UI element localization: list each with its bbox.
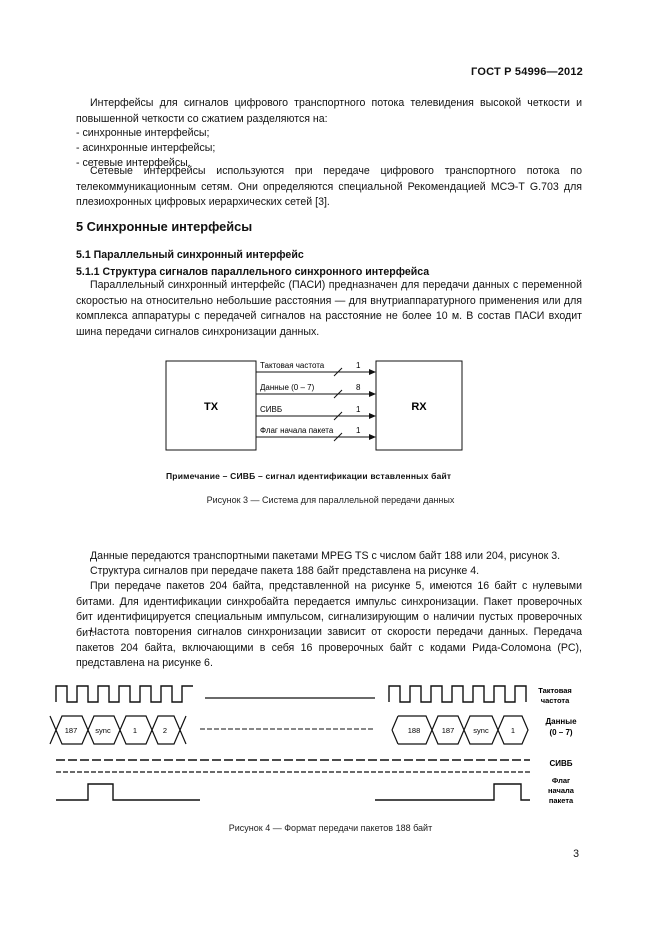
- clock-waveform-left: [56, 686, 193, 702]
- data-cell: 187: [441, 726, 455, 735]
- pasi-paragraph: Параллельный синхронный интерфейс (ПАСИ) предназначен для передачи данных с переменной скоростью на относительно небольшие расстояния — для внутриаппаратурного применения или для комплекса аппаратуры с передачей сигналов на расстояние не более 10 м. В состав ПАСИ входит шина передачи сигналов синхронизации данных.: [76, 279, 582, 338]
- rx-label: RX: [411, 401, 427, 413]
- figure-3-note: Примечание – СИВБ – сигнал идентификации вставленных байт: [166, 471, 452, 481]
- body-paragraph: Структура сигналов при передаче пакета 188 байт представлена на рисунке 4.: [90, 565, 480, 577]
- body-paragraph: Частота повторения сигналов синхронизации зависит от скорости передачи данных. Передача пакетов 204 байта, включающими в себя 16 проверочных байт с кодами Рида-Соломона (РС), представлена на рисунке 6.: [76, 626, 582, 669]
- subsubsection-heading: 5.1.1 Структура сигналов параллельного синхронного интерфейса: [76, 266, 430, 278]
- body-paragraph: Данные передаются транспортными пакетами MPEG TS с числом байт 188 или 204, рисунок 3.: [90, 550, 561, 562]
- figure-3-diagram: [0, 0, 661, 460]
- bus-line-data: [256, 383, 376, 398]
- data-cell: sync: [473, 726, 489, 735]
- bus-line-sivb: [256, 405, 376, 420]
- figure-4-timing-diagram: [0, 670, 661, 820]
- data-cell: 1: [132, 726, 138, 735]
- bus-count-clock: 1: [356, 361, 361, 370]
- list-item: - асинхронные интерфейсы;: [76, 142, 216, 154]
- figure-3-caption: Рисунок 3 — Система для параллельной передачи данных: [206, 495, 455, 505]
- bus-label-clock: Тактовая частота: [260, 361, 325, 370]
- network-paragraph: Сетевые интерфейсы используются при передаче цифрового транспортного потока по телекоммуникационным сетям. Они определяются специальной Рекомендацией МСЭ-Т G.703 для плезиохронных цифровых иерархических сетей [3].: [76, 165, 582, 208]
- standard-number: ГОСТ Р 54996—2012: [471, 66, 583, 78]
- subsection-heading: 5.1 Параллельный синхронный интерфейс: [76, 249, 304, 261]
- label-flag-2: начала: [548, 786, 574, 795]
- data-cell: sync: [95, 726, 111, 735]
- data-cell: 187: [64, 726, 78, 735]
- data-cell: 2: [162, 726, 168, 735]
- bus-label-flag: Флаг начала пакета: [260, 426, 334, 435]
- intro-paragraph: Интерфейсы для сигналов цифрового транспортного потока телевидения высокой четкости и повышенной четкости со сжатием разделяются на:: [76, 97, 582, 125]
- data-cell: 1: [510, 726, 516, 735]
- list-item: - синхронные интерфейсы;: [76, 127, 210, 139]
- body-paragraph: При передаче пакетов 204 байта, представленной на рисунке 5, имеются 16 байт с нулевыми битами. Для идентификации синхробайта передается импульс синхронизации. Пакет проверочных бит идентифицируется специальным импульсом, сигнализирующим о наличии пустых проверочных бит.: [76, 580, 582, 639]
- label-data-1: Данные: [545, 717, 577, 726]
- clock-waveform-right: [389, 686, 526, 702]
- bus-count-sivb: 1: [356, 405, 361, 414]
- bus-label-sivb: СИВБ: [260, 405, 283, 414]
- figure-4-caption: Рисунок 4 — Формат передачи пакетов 188 байт: [228, 823, 433, 833]
- tx-label: TX: [203, 401, 219, 413]
- page-number: 3: [573, 848, 579, 860]
- signal-labels: [538, 686, 577, 805]
- flag-waveform: [56, 784, 530, 800]
- list-item: - сетевые интерфейсы.: [76, 157, 191, 169]
- bus-line-flag: [256, 426, 376, 441]
- label-sivb: СИВБ: [549, 759, 573, 768]
- bus-label-data: Данные (0 – 7): [260, 383, 315, 392]
- label-clock-2: частота: [540, 696, 570, 705]
- section-heading: 5 Синхронные интерфейсы: [76, 219, 253, 234]
- label-clock-1: Тактовая: [538, 686, 572, 695]
- bus-count-flag: 1: [356, 426, 361, 435]
- data-cell: 188: [407, 726, 421, 735]
- label-data-2: (0 – 7): [549, 728, 573, 737]
- bus-count-data: 8: [356, 383, 361, 392]
- label-flag-1: Флаг: [551, 776, 571, 785]
- bus-line-clock: [256, 361, 376, 376]
- label-flag-3: пакета: [548, 796, 574, 805]
